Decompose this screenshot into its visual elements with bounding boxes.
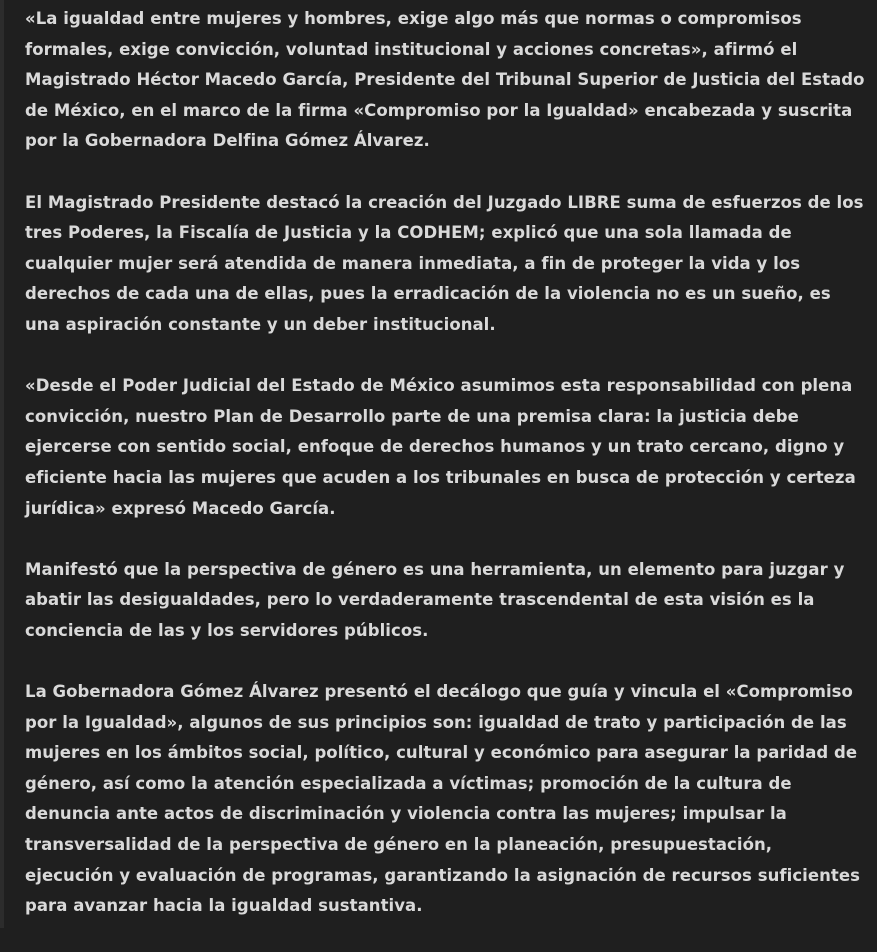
left-border bbox=[0, 0, 4, 928]
paragraph: «La igualdad entre mujeres y hombres, exige algo más que normas o compromisos formales, exige convicción, voluntad institucional y acciones concretas», afirmó el Magistrado Héctor Macedo García, Presidente del Tribunal Superior de Justicia del Estado de México, en el marco de la firma «Compromiso por la Igualdad» encabezada y suscrita por la Gobernadora Delfina Gómez Álvarez. bbox=[25, 9, 865, 151]
paragraph: La Gobernadora Gómez Álvarez presentó el decálogo que guía y vincula el «Compromiso por la Igualdad», algunos de sus principios son: igualdad de trato y participación de las mujeres en los ámbitos social, político, cultural y económico para asegurar la paridad de género, así como la atención especializada a víctimas; promoción de la cultura de denuncia ante actos de discriminación y violencia contra las mujeres; impulsar la transversalidad de la perspectiva de género en la planeación, presupuestación, ejecución y evaluación de programas, garantizando la asignación de recursos suficientes para avanzar hacia la igualdad sustantiva. bbox=[25, 682, 860, 916]
paragraph: «Desde el Poder Judicial del Estado de México asumimos esta responsabilidad con plena convicción, nuestro Plan de Desarrollo parte de una premisa clara: la justicia debe ejercerse con sentido social, enfoque de derechos humanos y un trato cercano, digno y eficiente hacia las mujeres que acuden a los tribunales en busca de protección y certeza jurídica» expresó Macedo García. bbox=[25, 376, 856, 518]
paragraph: El Magistrado Presidente destacó la creación del Juzgado LIBRE suma de esfuerzos de los tres Poderes, la Fiscalía de Justicia y la CODHEM; explicó que una sola llamada de cualquier mujer será atendida de manera inmediata, a fin de proteger la vida y los derechos de cada una de ellas, pues la erradicación de la violencia no es un sueño, es una aspiración constante y un deber institucional. bbox=[25, 192, 864, 334]
paragraph: Manifestó que la perspectiva de género es una herramienta, un elemento para juzgar y abatir las desigualdades, pero lo verdaderamente trascendental de esta visión es la conciencia de las y los servidores públicos. bbox=[25, 559, 845, 640]
article-body bbox=[25, 4, 865, 952]
